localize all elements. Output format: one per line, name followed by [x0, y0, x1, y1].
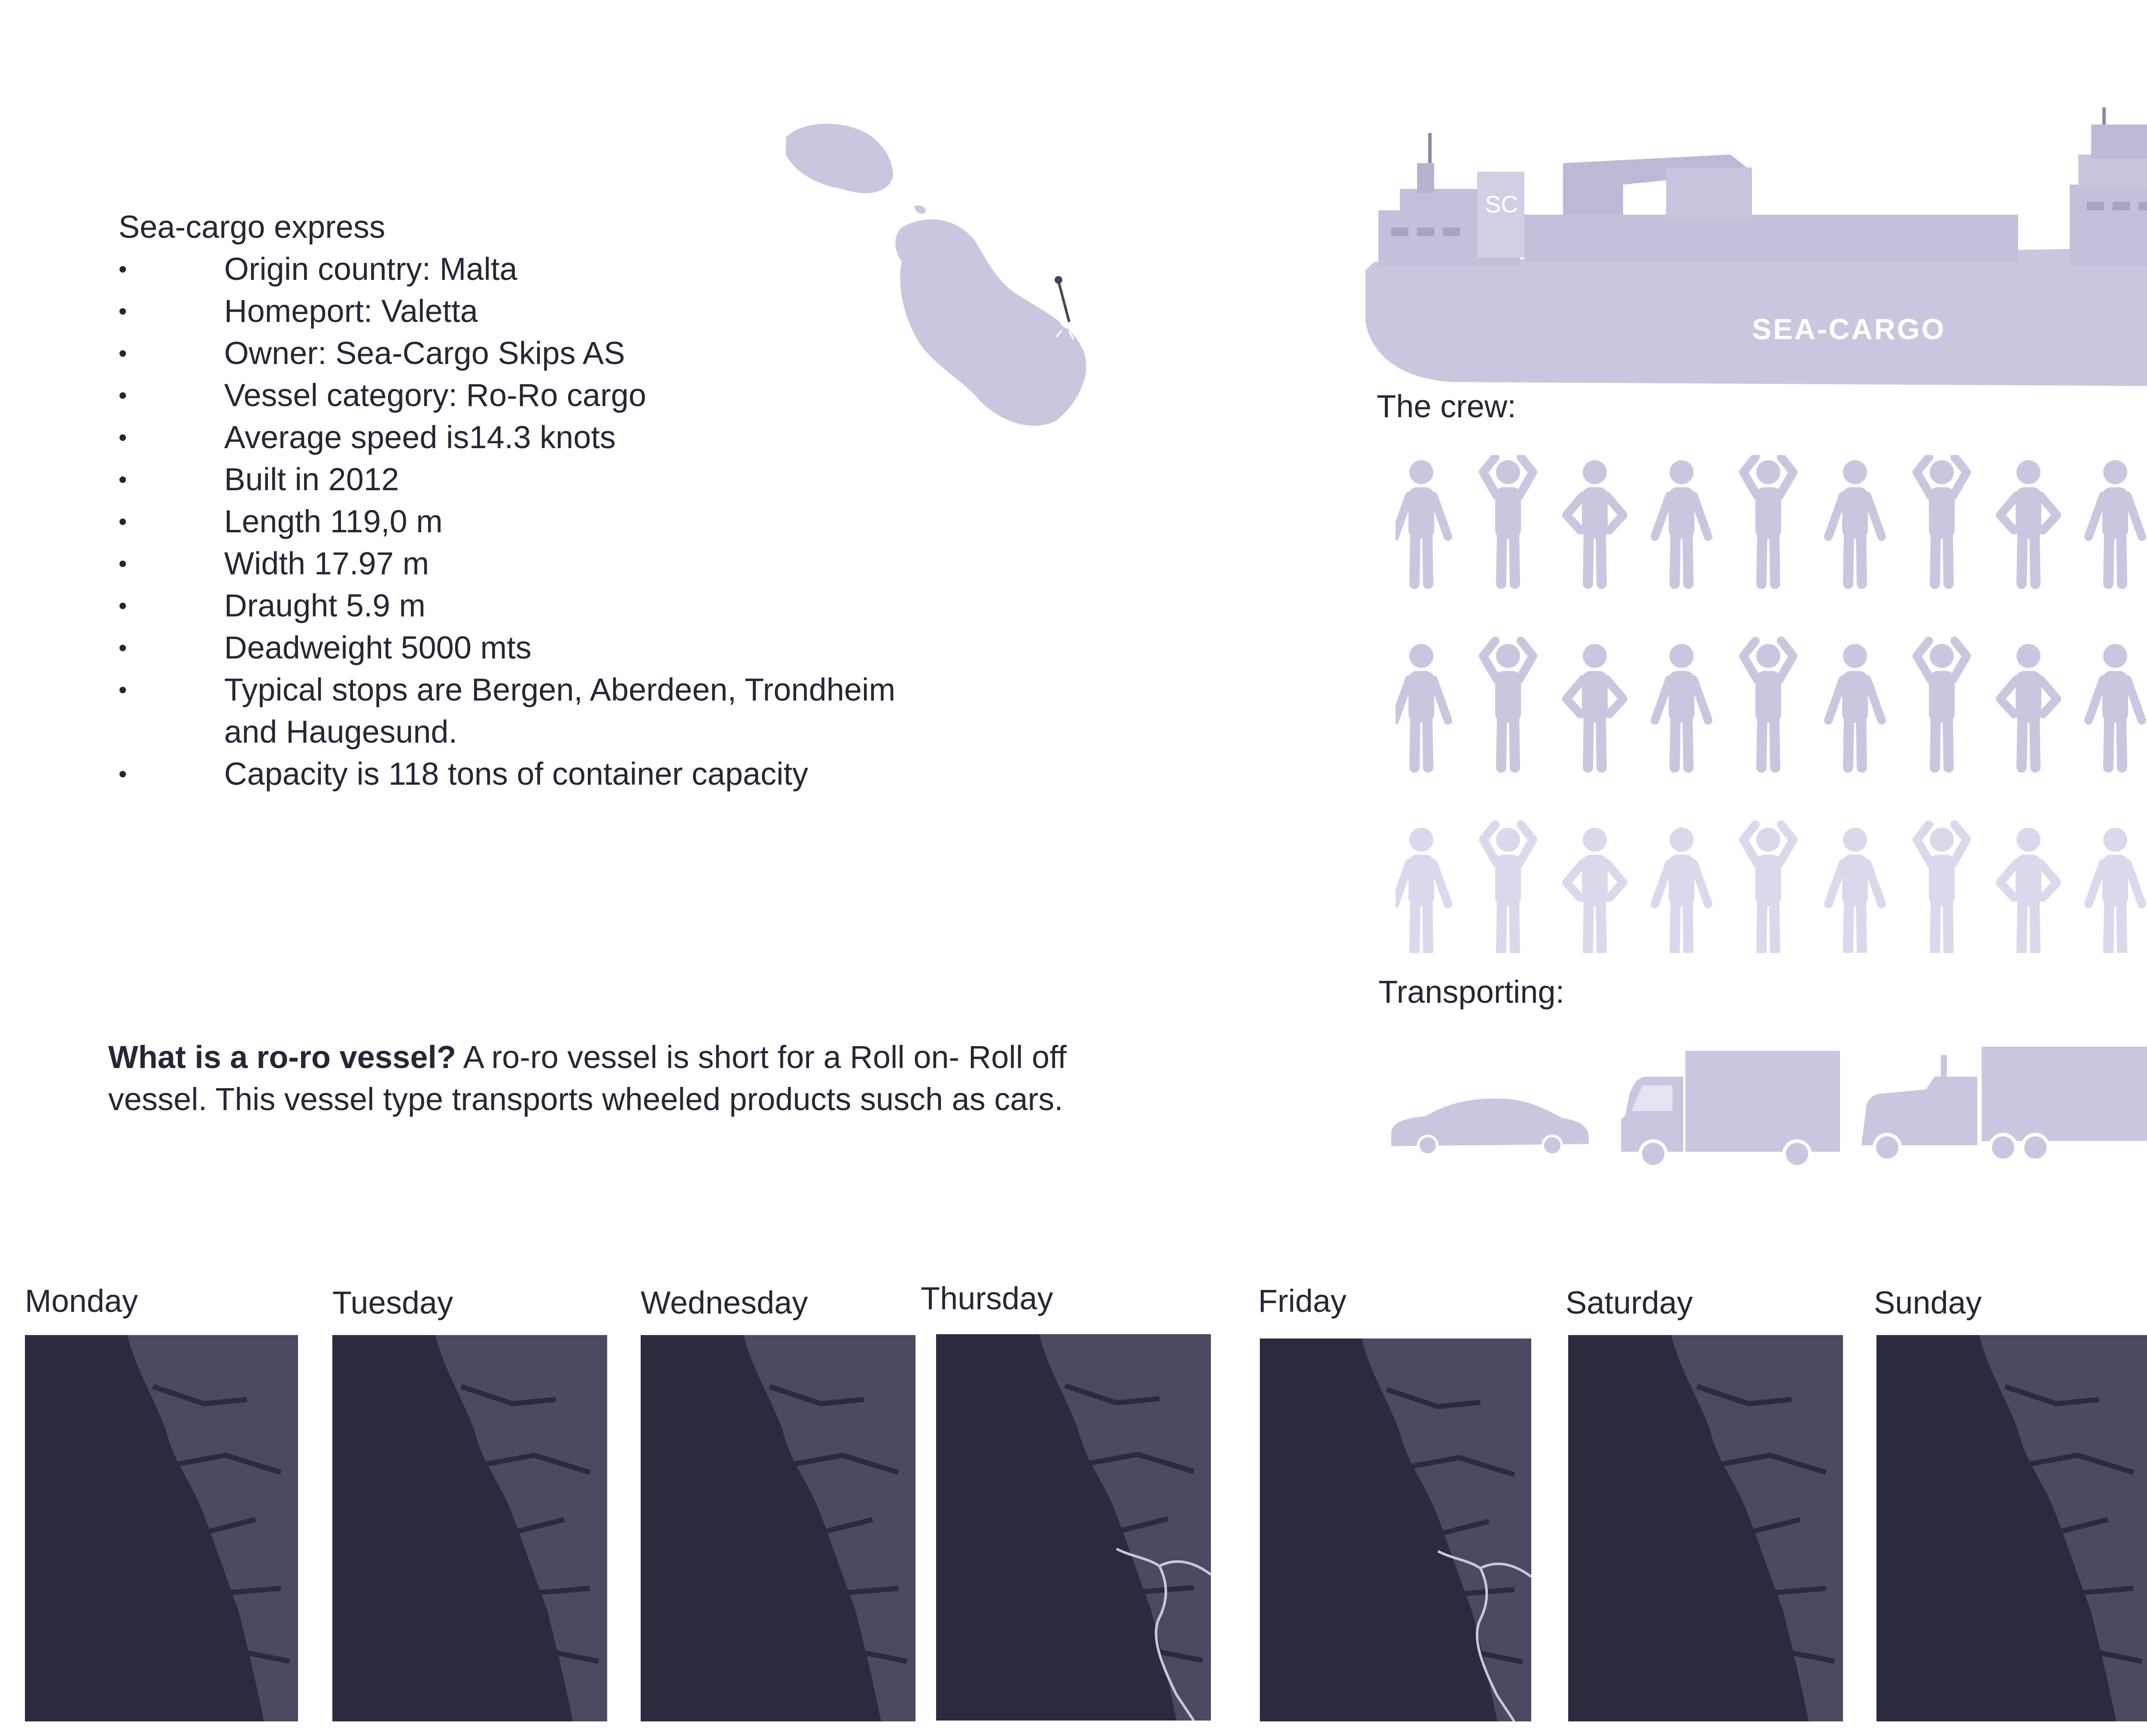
person-icon — [1396, 828, 1448, 951]
day-label: Thursday — [921, 1281, 1053, 1316]
spec-text-continuation: and Haugesund. — [224, 714, 458, 750]
bullet-icon: • — [119, 255, 127, 282]
spec-text: Built in 2012 — [224, 461, 399, 497]
person-icon — [1566, 460, 1623, 584]
bullet-icon: • — [119, 634, 127, 661]
person-icon — [1396, 644, 1448, 768]
spec-text: Average speed is14.3 knots — [224, 419, 616, 455]
spec-item — [119, 501, 977, 543]
spec-text: Capacity is 118 tons of container capacity — [224, 756, 809, 792]
bullet-icon: • — [119, 340, 127, 367]
spec-text: Draught 5.9 m — [224, 588, 426, 623]
route-map-panel[interactable] — [25, 1335, 298, 1721]
person-icon — [1483, 825, 1533, 951]
person-icon — [2000, 828, 2057, 951]
person-icon — [1743, 641, 1793, 768]
malta-map — [773, 120, 1134, 429]
bullet-icon: • — [119, 424, 127, 451]
person-icon — [2089, 644, 2142, 768]
person-icon — [1917, 825, 1967, 951]
funnel-logo: SC — [1485, 191, 1518, 218]
comino-island — [915, 206, 926, 214]
spec-item — [119, 627, 977, 669]
person-icon — [1743, 457, 1793, 584]
person-icon — [1655, 828, 1708, 951]
person-icon — [1483, 641, 1533, 768]
box-truck-icon — [1621, 1051, 1840, 1167]
person-icon — [2089, 828, 2142, 951]
coastline-map — [641, 1335, 915, 1721]
crew-label: The crew: — [1377, 388, 1516, 424]
car-icon — [1387, 1086, 1593, 1155]
malta-main-island — [895, 219, 1086, 426]
route-map-panel[interactable] — [641, 1335, 915, 1721]
spec-item — [119, 458, 977, 501]
bullet-icon: • — [119, 760, 127, 787]
spec-item — [119, 753, 977, 795]
coastline-map — [25, 1335, 298, 1721]
spec-text: Owner: Sea-Cargo Skips AS — [224, 335, 625, 371]
person-icon — [1655, 644, 1708, 768]
person-icon — [1828, 460, 1882, 584]
spec-text: Vessel category: Ro-Ro cargo — [224, 377, 647, 413]
spec-text: Width 17.97 m — [224, 546, 429, 581]
route-map-panel[interactable] — [1260, 1338, 1531, 1721]
gozo-island — [786, 124, 893, 193]
person-icon — [1566, 828, 1623, 951]
roro-question: What is a ro-ro vessel? — [108, 1039, 456, 1075]
bullet-icon: • — [119, 592, 127, 619]
route-map-panel[interactable] — [332, 1335, 607, 1721]
person-icon — [2000, 644, 2057, 768]
day-label: Sunday — [1874, 1285, 1982, 1320]
person-icon — [1917, 457, 1967, 584]
bullet-icon: • — [119, 508, 127, 535]
spec-item — [119, 585, 977, 627]
spec-item — [119, 543, 977, 585]
person-icon — [1743, 825, 1793, 951]
transport-label: Transporting: — [1378, 974, 1565, 1010]
spec-text: Typical stops are Bergen, Aberdeen, Trondheim — [224, 672, 896, 707]
crew-grid — [1396, 455, 2147, 953]
bullet-icon: • — [119, 382, 127, 409]
person-icon — [1396, 460, 1448, 584]
semi-truck-icon — [1861, 1047, 2147, 1162]
bullet-icon: • — [119, 297, 127, 325]
bullet-icon: • — [119, 550, 127, 577]
day-label: Wednesday — [641, 1285, 808, 1320]
roro-answer: A ro-ro vessel is short for a Roll on- Roll off vessel. This vessel type transports wheeled products susch as cars. — [108, 1039, 1067, 1117]
day-label: Monday — [25, 1283, 138, 1319]
person-icon — [1483, 457, 1533, 584]
day-label: Friday — [1258, 1283, 1347, 1319]
bullet-icon: • — [119, 676, 127, 703]
person-icon — [2000, 460, 2057, 584]
spec-text: Homeport: Valetta — [224, 293, 478, 329]
coastline-map — [332, 1335, 607, 1721]
vessel-title: Sea-cargo express — [119, 209, 386, 245]
coastline-map — [1876, 1335, 2147, 1721]
spec-text: Deadweight 5000 mts — [224, 630, 532, 665]
day-label: Tuesday — [332, 1285, 453, 1320]
person-icon — [1917, 641, 1967, 768]
coastline-map — [1568, 1335, 1843, 1721]
route-map-panel[interactable] — [1876, 1335, 2147, 1721]
person-icon — [1566, 644, 1623, 768]
ship-illustration — [1365, 107, 2147, 399]
coastline-map — [936, 1334, 1211, 1721]
spec-text: Origin country: Malta — [224, 251, 517, 287]
person-icon — [2089, 460, 2142, 584]
day-label: Saturday — [1566, 1285, 1693, 1320]
route-map-panel[interactable] — [936, 1334, 1211, 1721]
person-icon — [1828, 828, 1882, 951]
roro-explanation — [108, 1036, 1139, 1120]
person-icon — [1655, 460, 1708, 584]
bullet-icon: • — [119, 466, 127, 493]
ship-hull-name: SEA-CARGO — [1752, 313, 1946, 346]
person-icon — [1828, 644, 1882, 768]
coastline-map — [1260, 1338, 1531, 1721]
spec-item — [119, 669, 977, 753]
route-map-panel[interactable] — [1568, 1335, 1843, 1721]
spec-text: Length 119,0 m — [224, 504, 443, 539]
